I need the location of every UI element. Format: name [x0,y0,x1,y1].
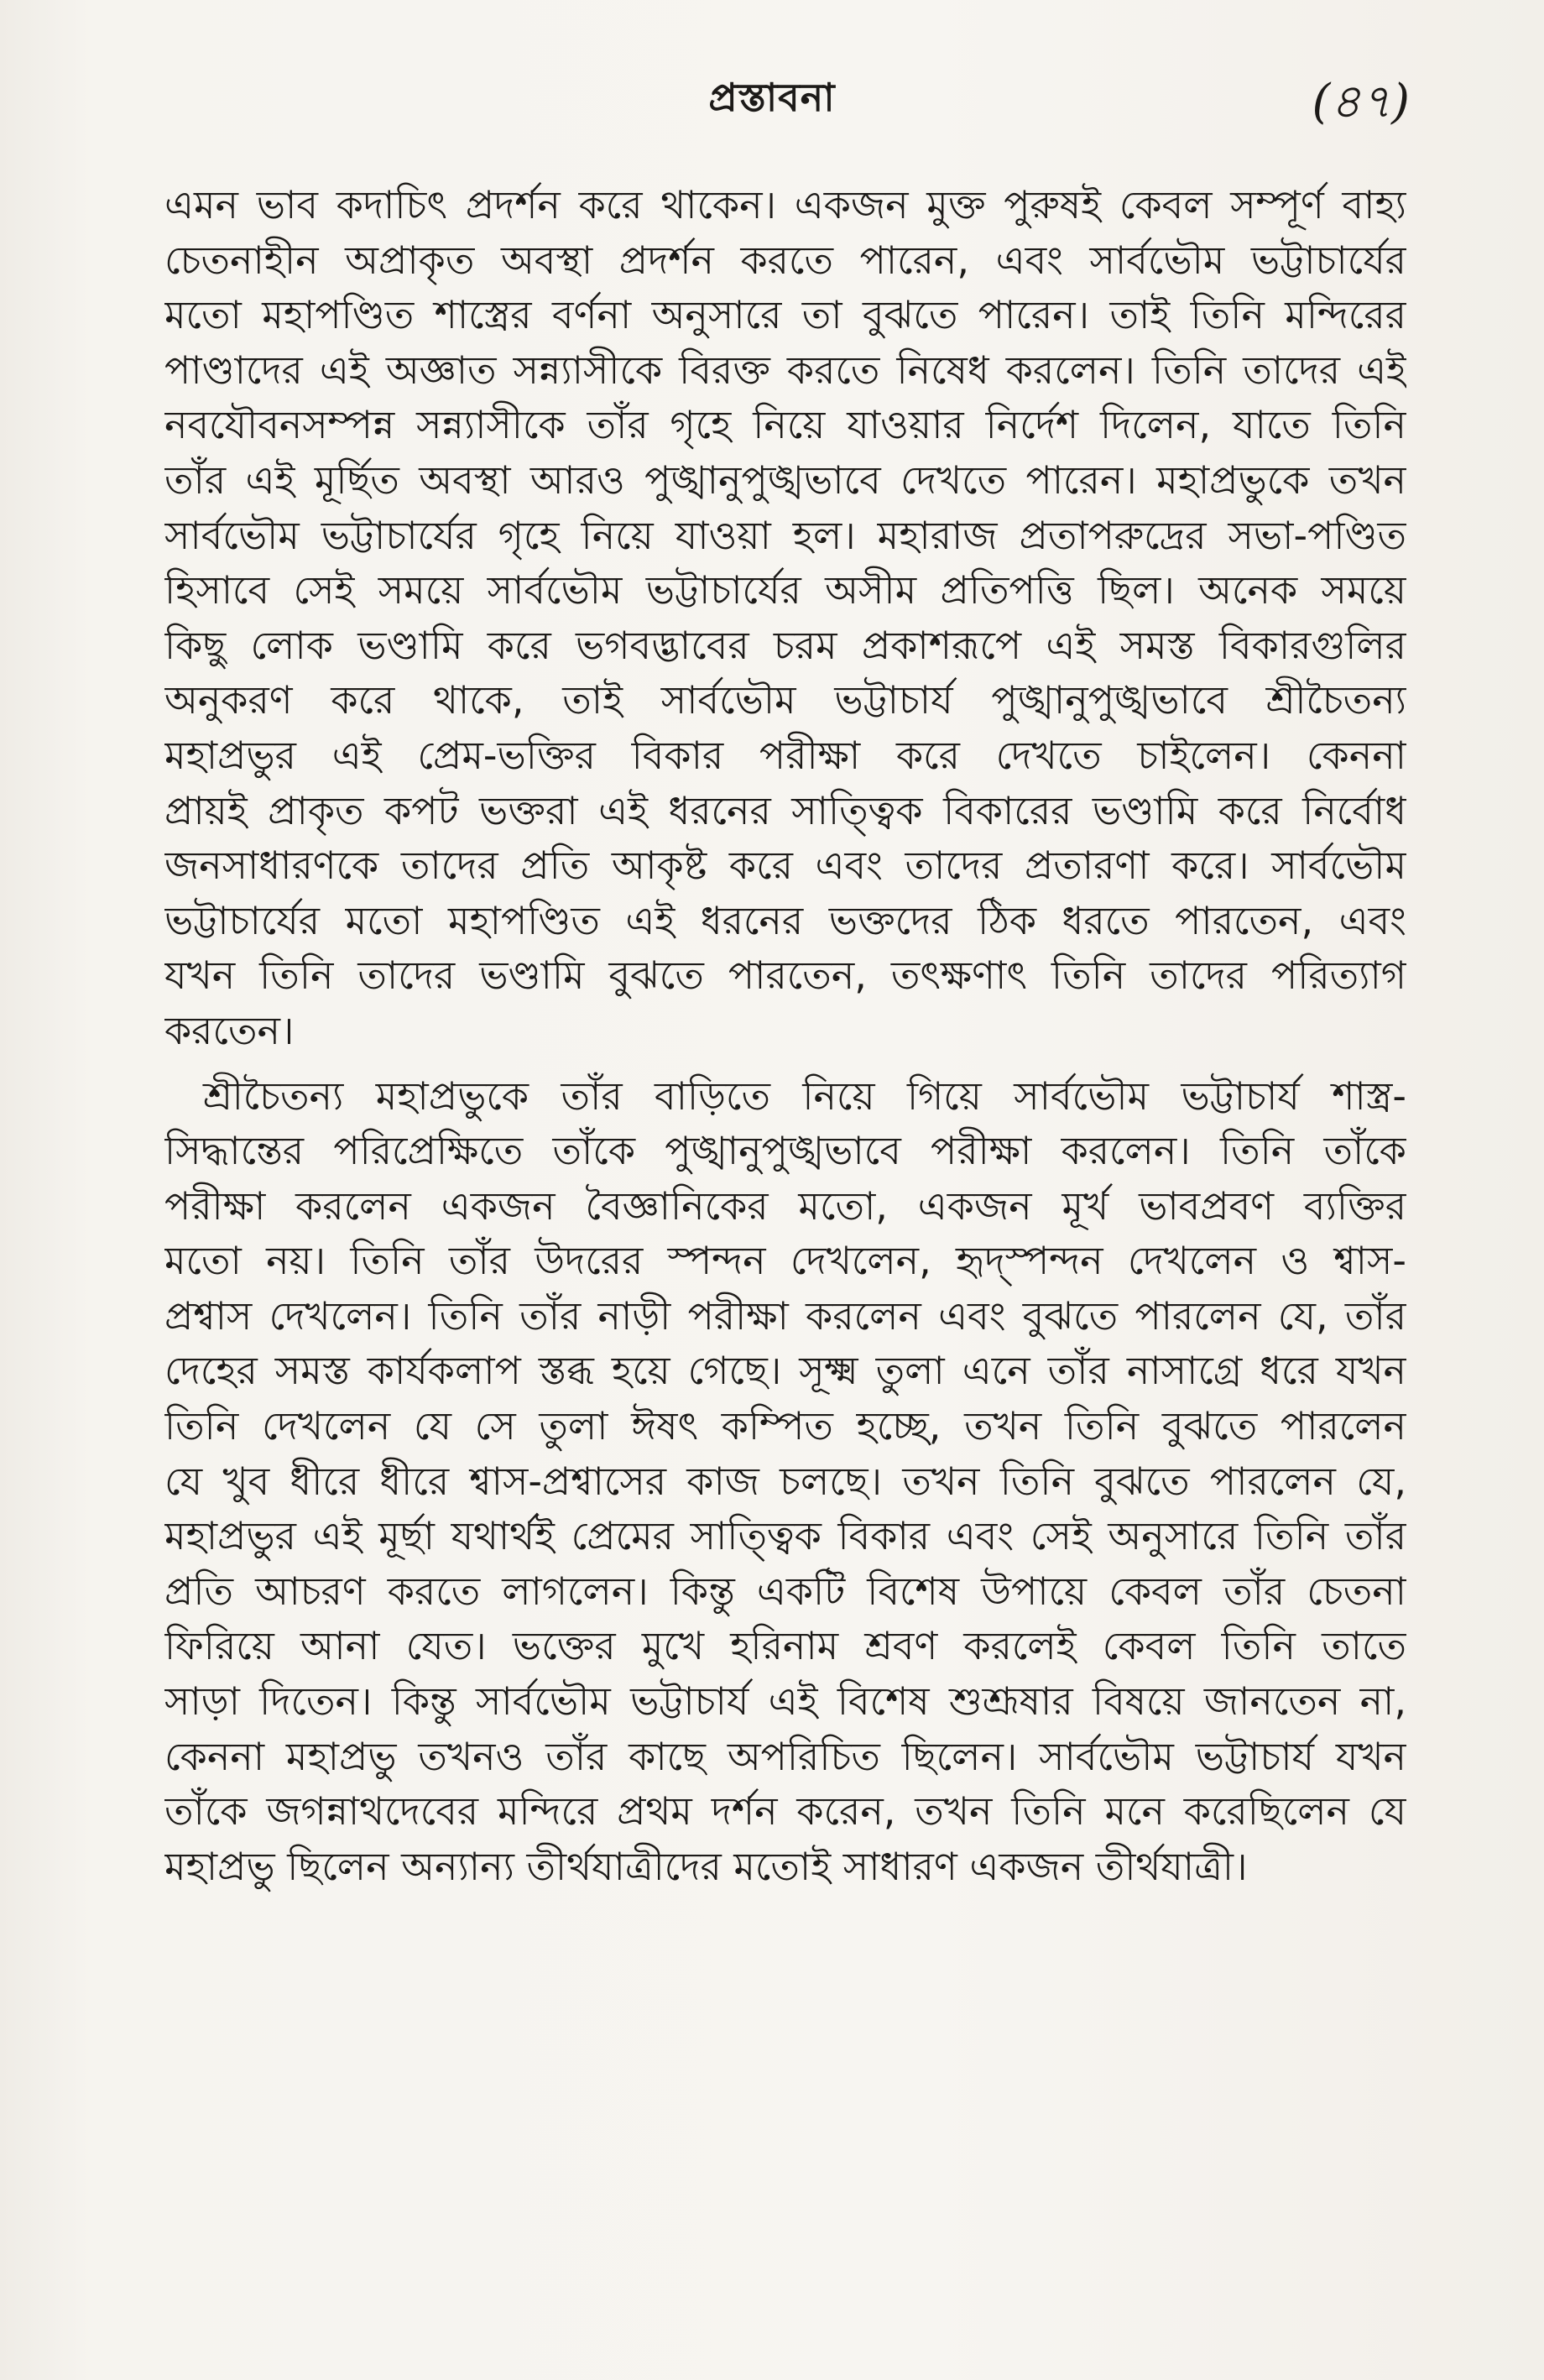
text-line: যে খুব ধীরে ধীরে শ্বাস-প্রশ্বাসের কাজ চলছে। তখন তিনি বুঝতে পারলেন যে, [164,1458,1406,1504]
text-line: দেহের সমস্ত কার্যকলাপ স্তব্ধ হয়ে গেছে। সূক্ষ্ম তুলা এনে তাঁর নাসাগ্রে ধরে যখন [164,1348,1406,1394]
text-line: ফিরিয়ে আনা যেত। ভক্তের মুখে হরিনাম শ্রবণ করলেই কেবল তিনি তাতে [164,1623,1406,1669]
page-number: (৪৭) [1312,75,1410,129]
text-line: তাঁর এই মূর্ছিত অবস্থা আরও পুঙ্খানুপুঙ্খভাবে দেখতে পারেন। মহাপ্রভুকে তখন [164,457,1406,503]
text-line: করতেন। [164,1007,295,1053]
running-title: প্রস্তাবনা [708,75,836,120]
text-line: তাঁকে জগন্নাথদেবের মন্দিরে প্রথম দর্শন করেন, তখন তিনি মনে করেছিলেন যে [164,1788,1406,1835]
text-line: হিসাবে সেই সময়ে সার্বভৌম ভট্টাচার্যের অসীম প্রতিপত্তি ছিল। অনেক সময়ে [164,567,1406,613]
text-line: মতো মহাপণ্ডিত শাস্ত্রের বর্ণনা অনুসারে তা বুঝতে পারেন। তাই তিনি মন্দিরের [164,292,1406,338]
body-text [164,178,1406,1894]
text-line: মহাপ্রভুর এই মূর্ছা যথার্থই প্রেমের সাত্ত্বিক বিকার এবং সেই অনুসারে তিনি তাঁর [164,1513,1406,1559]
text-line: সাড়া দিতেন। কিন্তু সার্বভৌম ভট্টাচার্য এই বিশেষ শুশ্রূষার বিষয়ে জানতেন না, [164,1678,1406,1725]
text-line: জনসাধারণকে তাদের প্রতি আকৃষ্ট করে এবং তাদের প্রতারণা করে। সার্বভৌম [164,843,1406,889]
paragraph-gap [164,1059,1406,1069]
text-line: কিছু লোক ভণ্ডামি করে ভগবদ্ভাবের চরম প্রকাশরূপে এই সমস্ত বিকারগুলির [164,622,1406,668]
text-line: পাণ্ডাদের এই অজ্ঞাত সন্ন্যাসীকে বিরক্ত করতে নিষেধ করলেন। তিনি তাদের এই [164,347,1406,393]
text-line: যখন তিনি তাদের ভণ্ডামি বুঝতে পারতেন, তৎক্ষণাৎ তিনি তাদের পরিত্যাগ [164,953,1406,999]
text-line: এমন ভাব কদাচিৎ প্রদর্শন করে থাকেন। একজন মুক্ত পুরুষই কেবল সম্পূর্ণ বাহ্য [164,182,1406,227]
text-line: মতো নয়। তিনি তাঁর উদরের স্পন্দন দেখলেন, হৃদ্স্পন্দন দেখলেন ও শ্বাস- [164,1238,1406,1284]
text-line: ভট্টাচার্যের মতো মহাপণ্ডিত এই ধরনের ভক্তদের ঠিক ধরতে পারতেন, এবং [164,897,1406,943]
text-line: কেননা মহাপ্রভু তখনও তাঁর কাছে অপরিচিত ছিলেন। সার্বভৌম ভট্টাচার্য যখন [164,1733,1406,1779]
text-line: পরীক্ষা করলেন একজন বৈজ্ঞানিকের মতো, একজন মূর্খ ভাবপ্রবণ ব্যক্তির [164,1182,1406,1229]
paragraph-2 [164,1069,1406,1895]
text-line: নবযৌবনসম্পন্ন সন্ন্যাসীকে তাঁর গৃহে নিয়ে যাওয়ার নির্দেশ দিলেন, যাতে তিনি [164,402,1406,448]
text-line: প্রতি আচরণ করতে লাগলেন। কিন্তু একটি বিশেষ উপায়ে কেবল তাঁর চেতনা [164,1568,1406,1614]
text-line: তিনি দেখলেন যে সে তুলা ঈষৎ কম্পিত হচ্ছে, তখন তিনি বুঝতে পারলেন [164,1403,1406,1449]
text-line: মহাপ্রভুর এই প্রেম-ভক্তির বিকার পরীক্ষা করে দেখতে চাইলেন। কেননা [164,732,1406,778]
page-header [0,69,1544,128]
text-line: সার্বভৌম ভট্টাচার্যের গৃহে নিয়ে যাওয়া হল। মহারাজ প্রতাপরুদ্রের সভা-পণ্ডিত [164,512,1406,558]
text-line: সিদ্ধান্তের পরিপ্রেক্ষিতে তাঁকে পুঙ্খানুপুঙ্খভাবে পরীক্ষা করলেন। তিনি তাঁকে [164,1128,1406,1174]
text-line: মহাপ্রভু ছিলেন অন্যান্য তীর্থযাত্রীদের মতোই সাধারণ একজন তীর্থযাত্রী। [164,1843,1248,1889]
text-line: চেতনাহীন অপ্রাকৃত অবস্থা প্রদর্শন করতে পারেন, এবং সার্বভৌম ভট্টাচার্যের [164,237,1406,283]
text-line: শ্রীচৈতন্য মহাপ্রভুকে তাঁর বাড়িতে নিয়ে গিয়ে সার্বভৌম ভট্টাচার্য শাস্ত্র- [203,1073,1406,1119]
text-line: প্রায়ই প্রাকৃত কপট ভক্তরা এই ধরনের সাত্ত্বিক বিকারের ভণ্ডামি করে নির্বোধ [164,787,1406,833]
paragraph-1 [164,178,1406,1059]
text-line: প্রশ্বাস দেখলেন। তিনি তাঁর নাড়ী পরীক্ষা করলেন এবং বুঝতে পারলেন যে, তাঁর [164,1292,1406,1339]
text-line: অনুকরণ করে থাকে, তাই সার্বভৌম ভট্টাচার্য পুঙ্খানুপুঙ্খভাবে শ্রীচৈতন্য [164,677,1406,723]
